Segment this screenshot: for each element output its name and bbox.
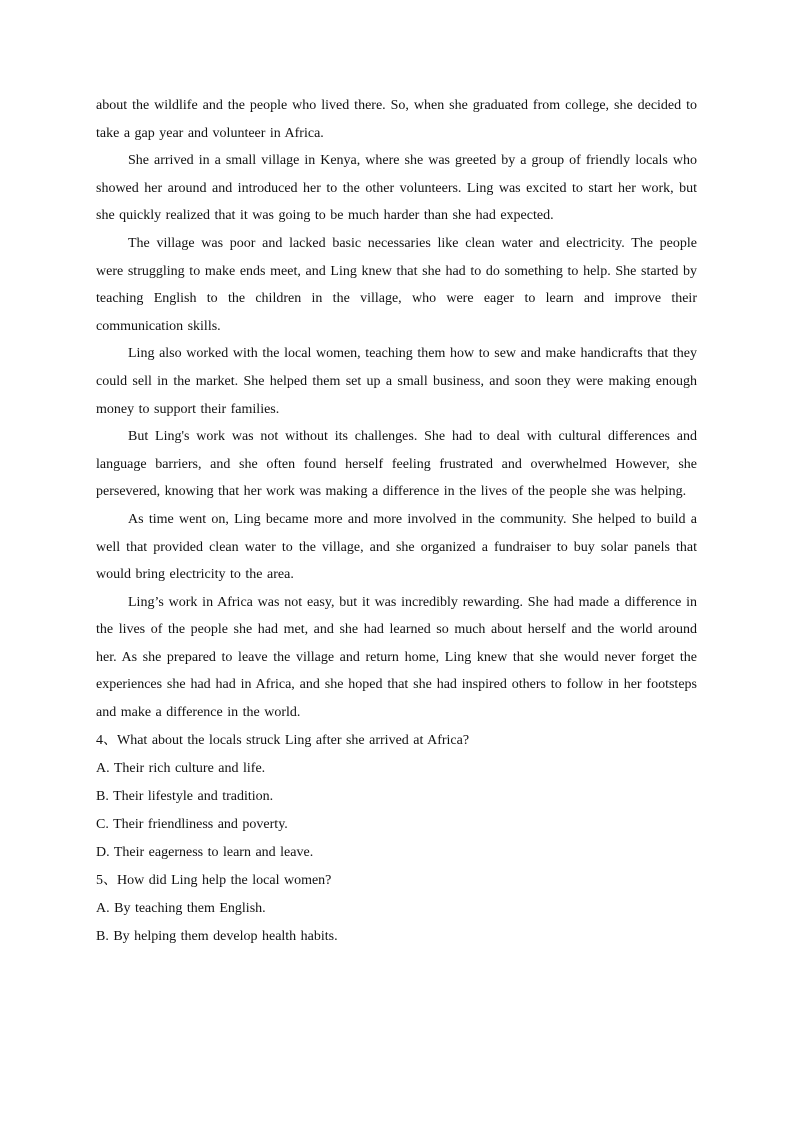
passage-paragraph-2: She arrived in a small village in Kenya, where she was greeted by a group of friendly locals who showed her around and introduced her to the other volunteers. Ling was excited to start her work, but she quickly realized that it was going to be much harder than she had expected. [96, 153, 697, 224]
passage-paragraph-6: As time went on, Ling became more and more involved in the community. She helped to build a well that provided clean water to the village, and she organized a fundraiser to buy solar panels that would bring electricity to the area. [96, 511, 697, 583]
question-5 [96, 867, 697, 951]
passage-paragraph-4: Ling also worked with the local women, teaching them how to sew and make handicrafts that they could sell in the market. She helped them set up a small business, and soon they were making enough money to support their families. [96, 346, 697, 417]
question-4 [96, 727, 697, 867]
answer-option-d: D. Their eagerness to learn and leave. [96, 844, 314, 860]
reading-passage [96, 92, 697, 727]
passage-paragraph-1: about the wildlife and the people who lived there. So, when she graduated from college, she decided to take a gap year and volunteer in Africa. [96, 98, 697, 141]
document-page [96, 92, 697, 951]
passage-paragraph-5: But Ling's work was not without its challenges. She had to deal with cultural differences and language barriers, and she often found herself feeling frustrated and overwhelmed However, she persevered, knowing that her work was making a difference in the lives of the people she was helping. [96, 429, 697, 500]
question-stem: 5、How did Ling help the local women? [96, 872, 332, 888]
answer-options [96, 895, 697, 951]
passage-paragraph-3: The village was poor and lacked basic necessaries like clean water and electricity. The people were struggling to make ends meet, and Ling knew that she had to do something to help. She started by teaching English to the children in the village, who were eager to learn and improve their communication skills. [96, 235, 697, 334]
passage-paragraph-7: Ling’s work in Africa was not easy, but it was incredibly rewarding. She had made a difference in the lives of the people she had met, and she had learned so much about herself and the world around her. As she prepared to leave the village and return home, Ling knew that she would never forget the experiences she had had in Africa, and she hoped that she had inspired others to follow in her footsteps and make a difference in the world. [96, 594, 697, 721]
answer-option-a: A. By teaching them English. [96, 900, 266, 916]
answer-option-b: B. By helping them develop health habits. [96, 928, 338, 944]
answer-options [96, 755, 697, 867]
answer-option-c: C. Their friendliness and poverty. [96, 816, 288, 832]
answer-option-b: B. Their lifestyle and tradition. [96, 788, 274, 804]
answer-option-a: A. Their rich culture and life. [96, 760, 266, 776]
question-stem: 4、What about the locals struck Ling after she arrived at Africa? [96, 732, 470, 748]
